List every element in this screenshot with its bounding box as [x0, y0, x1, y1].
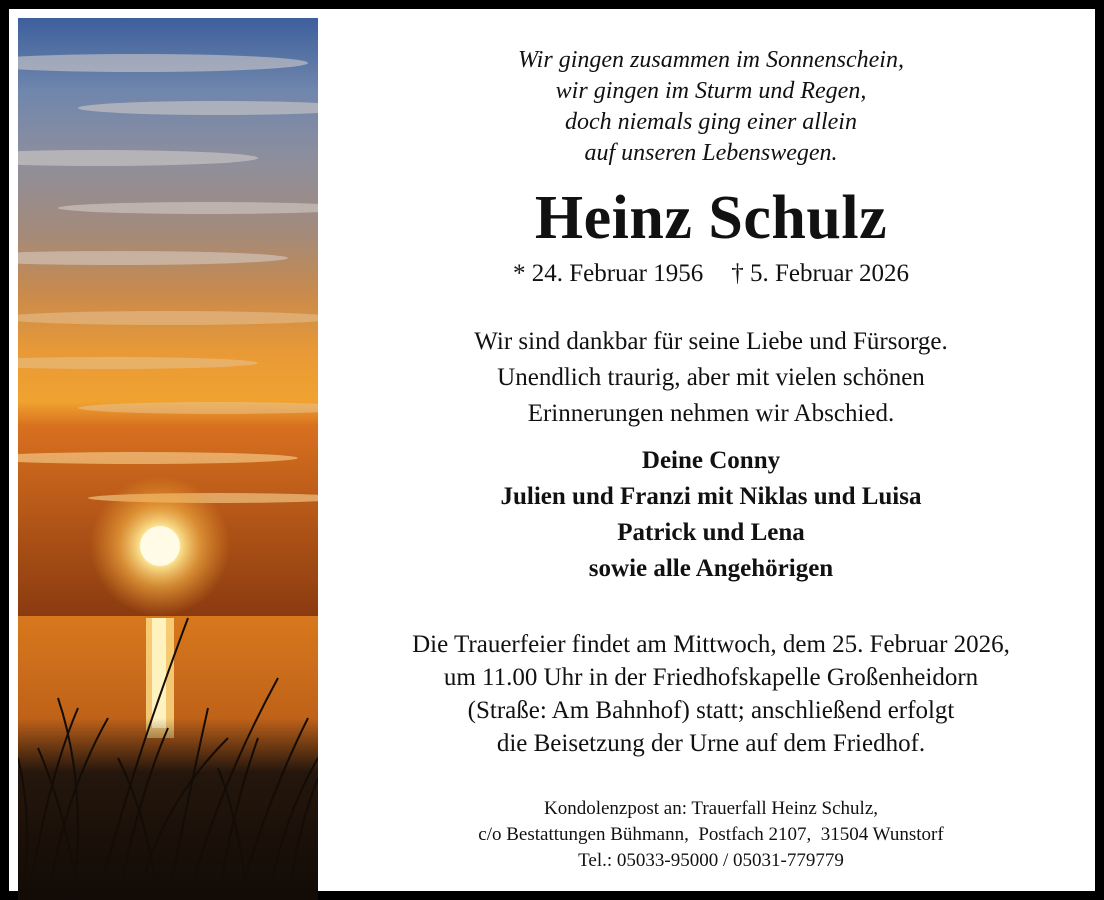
contact-line: c/o Bestattungen Bühmann, Postfach 2107, 31504 Wunstorf — [478, 824, 944, 845]
mourner-line: Patrick und Lena — [617, 519, 805, 546]
mourner-line: Julien und Franzi mit Niklas und Luisa — [500, 483, 922, 510]
obituary-text — [318, 18, 1104, 900]
gratitude-line: Erinnerungen nehmen wir Abschied. — [527, 400, 895, 427]
contact-line: Kondolenzpost an: Trauerfall Heinz Schulz, — [543, 798, 878, 819]
mourner-line: sowie alle Angehörigen — [588, 555, 834, 582]
funeral-details — [318, 628, 1104, 760]
mourners-list — [318, 443, 1104, 587]
poem-line: Wir gingen zusammen im Sonnenschein, — [518, 47, 904, 73]
poem-line: wir gingen im Sturm und Regen, — [555, 78, 867, 104]
poem-line: auf unseren Lebenswegen. — [584, 140, 838, 166]
life-dates — [318, 258, 1104, 290]
death-date: † 5. Februar 2026 — [731, 260, 909, 287]
mourner-line: Deine Conny — [641, 447, 781, 474]
condolence-contact — [318, 796, 1104, 874]
deceased-name: Heinz Schulz — [534, 184, 888, 252]
funeral-line: (Straße: Am Bahnhof) statt; anschließend erfolgt — [467, 697, 955, 724]
memorial-poem — [318, 45, 1104, 169]
poem-line: doch niemals ging einer allein — [565, 109, 857, 135]
funeral-line: die Beisetzung der Urne auf dem Friedhof. — [496, 730, 926, 757]
birth-date: * 24. Februar 1956 — [513, 260, 704, 287]
gratitude-line: Unendlich traurig, aber mit vielen schönen — [497, 364, 925, 391]
contact-line: Tel.: 05033-95000 / 05031-779779 — [578, 850, 844, 871]
gratitude-text — [318, 324, 1104, 432]
sunset-photo — [18, 18, 318, 900]
funeral-line: um 11.00 Uhr in der Friedhofskapelle Großenheidorn — [443, 664, 979, 691]
funeral-line: Die Trauerfeier findet am Mittwoch, dem 25. Februar 2026, — [412, 631, 1010, 658]
gratitude-line: Wir sind dankbar für seine Liebe und Fürsorge. — [474, 328, 948, 355]
